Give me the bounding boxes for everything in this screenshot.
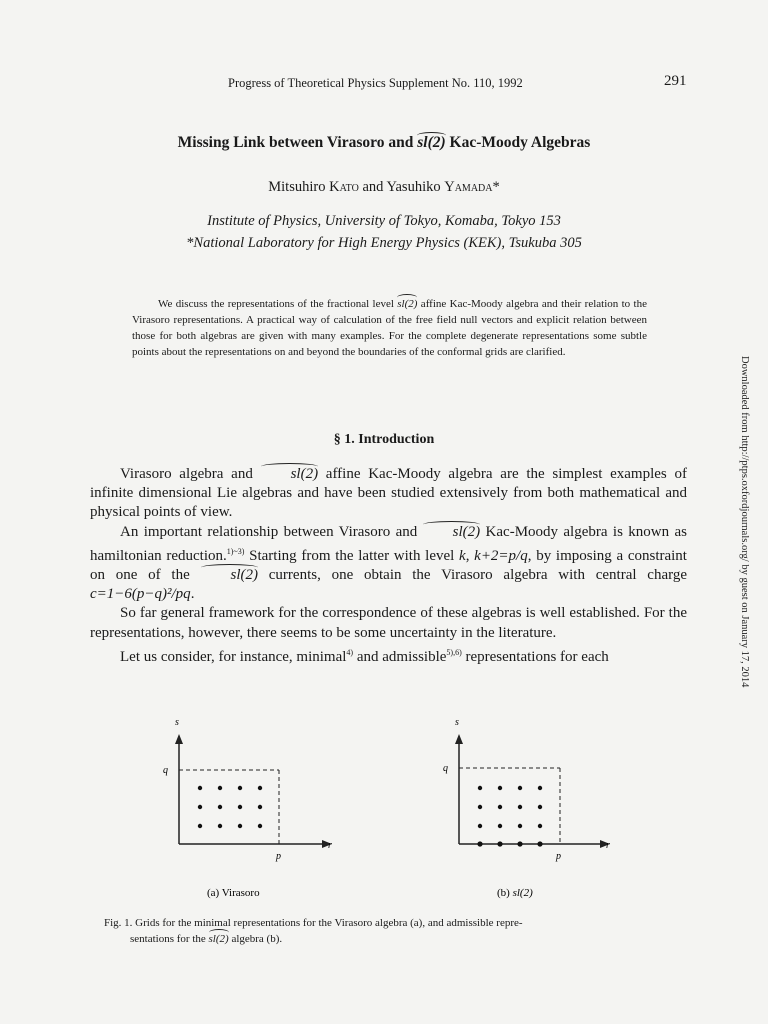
axis-s-arrow — [455, 734, 463, 744]
caption-text-b: algebra (b). — [228, 933, 283, 945]
author1-last: Kato — [329, 179, 359, 195]
caption-line-1: Fig. 1. Grids for the minimal representations for the Virasoro algebra (a), and admissible repre- — [104, 917, 523, 929]
p2-text-f: , by imposing a constraint on one of the — [90, 547, 687, 584]
abstract-algebra: sl(2) — [397, 298, 418, 310]
author2-last: Yamada — [444, 179, 493, 195]
abstract-part1: We discuss the representations of the fractional level — [158, 298, 398, 310]
axis-r-label: r — [606, 840, 610, 851]
affiliation-2: *National Laboratory for High Energy Physics (KEK), Tsukuba 305 — [186, 235, 582, 251]
grid-points — [198, 786, 262, 828]
abstract — [132, 296, 647, 360]
p2-algebra-1: sl(2) — [423, 523, 481, 542]
paragraph-4 — [90, 643, 687, 667]
figure-caption — [104, 915, 664, 947]
panel-b-caption-prefix: (b) — [497, 887, 513, 899]
figure-1 — [0, 712, 768, 912]
panel-a-caption: (a) Virasoro — [207, 887, 260, 899]
grid-points — [477, 786, 542, 847]
paragraph-3: So far general framework for the correspondence of these algebras is well established. For the representations, however, there seems to be some uncertainty in the literature. — [90, 605, 687, 641]
running-head: Progress of Theoretical Physics Supplement No. 110, 1992 — [228, 76, 523, 90]
introduction-text — [90, 465, 687, 667]
title-prefix: Missing Link between Virasoro and — [177, 134, 418, 151]
paper-title — [0, 134, 768, 152]
download-watermark: Downloaded from http://ptps.oxfordjournals.org/ by guest on January 17, 2014 — [739, 356, 750, 688]
title-suffix: Kac-Moody Algebras — [445, 134, 591, 151]
author2-mark: * — [492, 179, 500, 195]
p1-algebra: sl(2) — [261, 465, 319, 484]
p2-level-k: k — [459, 547, 466, 564]
paragraph-2 — [90, 523, 687, 605]
p1-text-a: Virasoro algebra and — [120, 466, 261, 482]
p2-text-a: An important relationship between Virasoro and — [120, 523, 423, 540]
axis-s-label: s — [455, 717, 459, 728]
p-label: p — [276, 851, 281, 862]
authors-and: and Yasuhiko — [358, 179, 445, 195]
section-heading: § 1. Introduction — [333, 432, 435, 447]
authors — [0, 179, 768, 196]
caption-algebra: sl(2) — [208, 933, 229, 945]
paragraph-1 — [90, 465, 687, 523]
panel-b-caption-algebra: sl(2) — [512, 887, 533, 899]
p2-central-charge: c=1−6(p−q)²/pq — [90, 586, 191, 603]
p2-algebra-2: sl(2) — [201, 566, 259, 585]
panel-a — [163, 717, 332, 899]
panel-b — [443, 717, 610, 899]
p4-citation-2: 5),6) — [446, 647, 462, 657]
p2-comma: , — [465, 547, 475, 564]
p2-text-c: Starting from the latter with level — [244, 547, 460, 564]
page-number: 291 — [664, 73, 687, 89]
p2-citation: 1)~3) — [226, 546, 245, 556]
caption-line-2 — [104, 931, 664, 947]
panel-b-caption — [497, 887, 533, 899]
axis-s-arrow — [175, 734, 183, 744]
p4-text-b: and admissible — [353, 648, 447, 665]
p-label: p — [556, 851, 561, 862]
p1-text-b: affine Kac-Moody algebra are the simplest examples of infinite dimensional Lie algebras and have been studied extensively from both mathematical and physical points of view. — [90, 466, 687, 521]
abstract-part2: affine Kac-Moody algebra and their relation to the Virasoro representations. A practical way of calculation of the free field null vectors and explicit relation between those for both algebras are given with many examples. For the complete degenerate representations some subtle points about the representations on and beyond the boundaries of the conformal grids are clarified. — [132, 298, 647, 358]
caption-text-a: sentations for the — [130, 933, 209, 945]
p2-level-eq: k+2=p/q — [474, 547, 528, 564]
p4-text-a: Let us consider, for instance, minimal — [120, 648, 347, 665]
p4-text-c: representations for each — [461, 648, 609, 665]
axis-s-label: s — [175, 717, 179, 728]
p4-citation-1: 4) — [346, 647, 354, 657]
p2-text-g: currents, one obtain the Virasoro algebra with central charge — [258, 567, 687, 584]
q-label: q — [443, 763, 448, 774]
axis-r-label: r — [328, 840, 332, 851]
author1-first: Mitsuhiro — [268, 179, 330, 195]
p2-text-b: Kac-Moody algebra is known as hamiltonian reduction. — [90, 523, 687, 564]
title-algebra: sl(2) — [417, 134, 446, 151]
affiliation-1: Institute of Physics, University of Tokyo, Komaba, Tokyo 153 — [207, 213, 561, 229]
p2-period: . — [190, 586, 195, 603]
q-label: q — [163, 765, 168, 776]
